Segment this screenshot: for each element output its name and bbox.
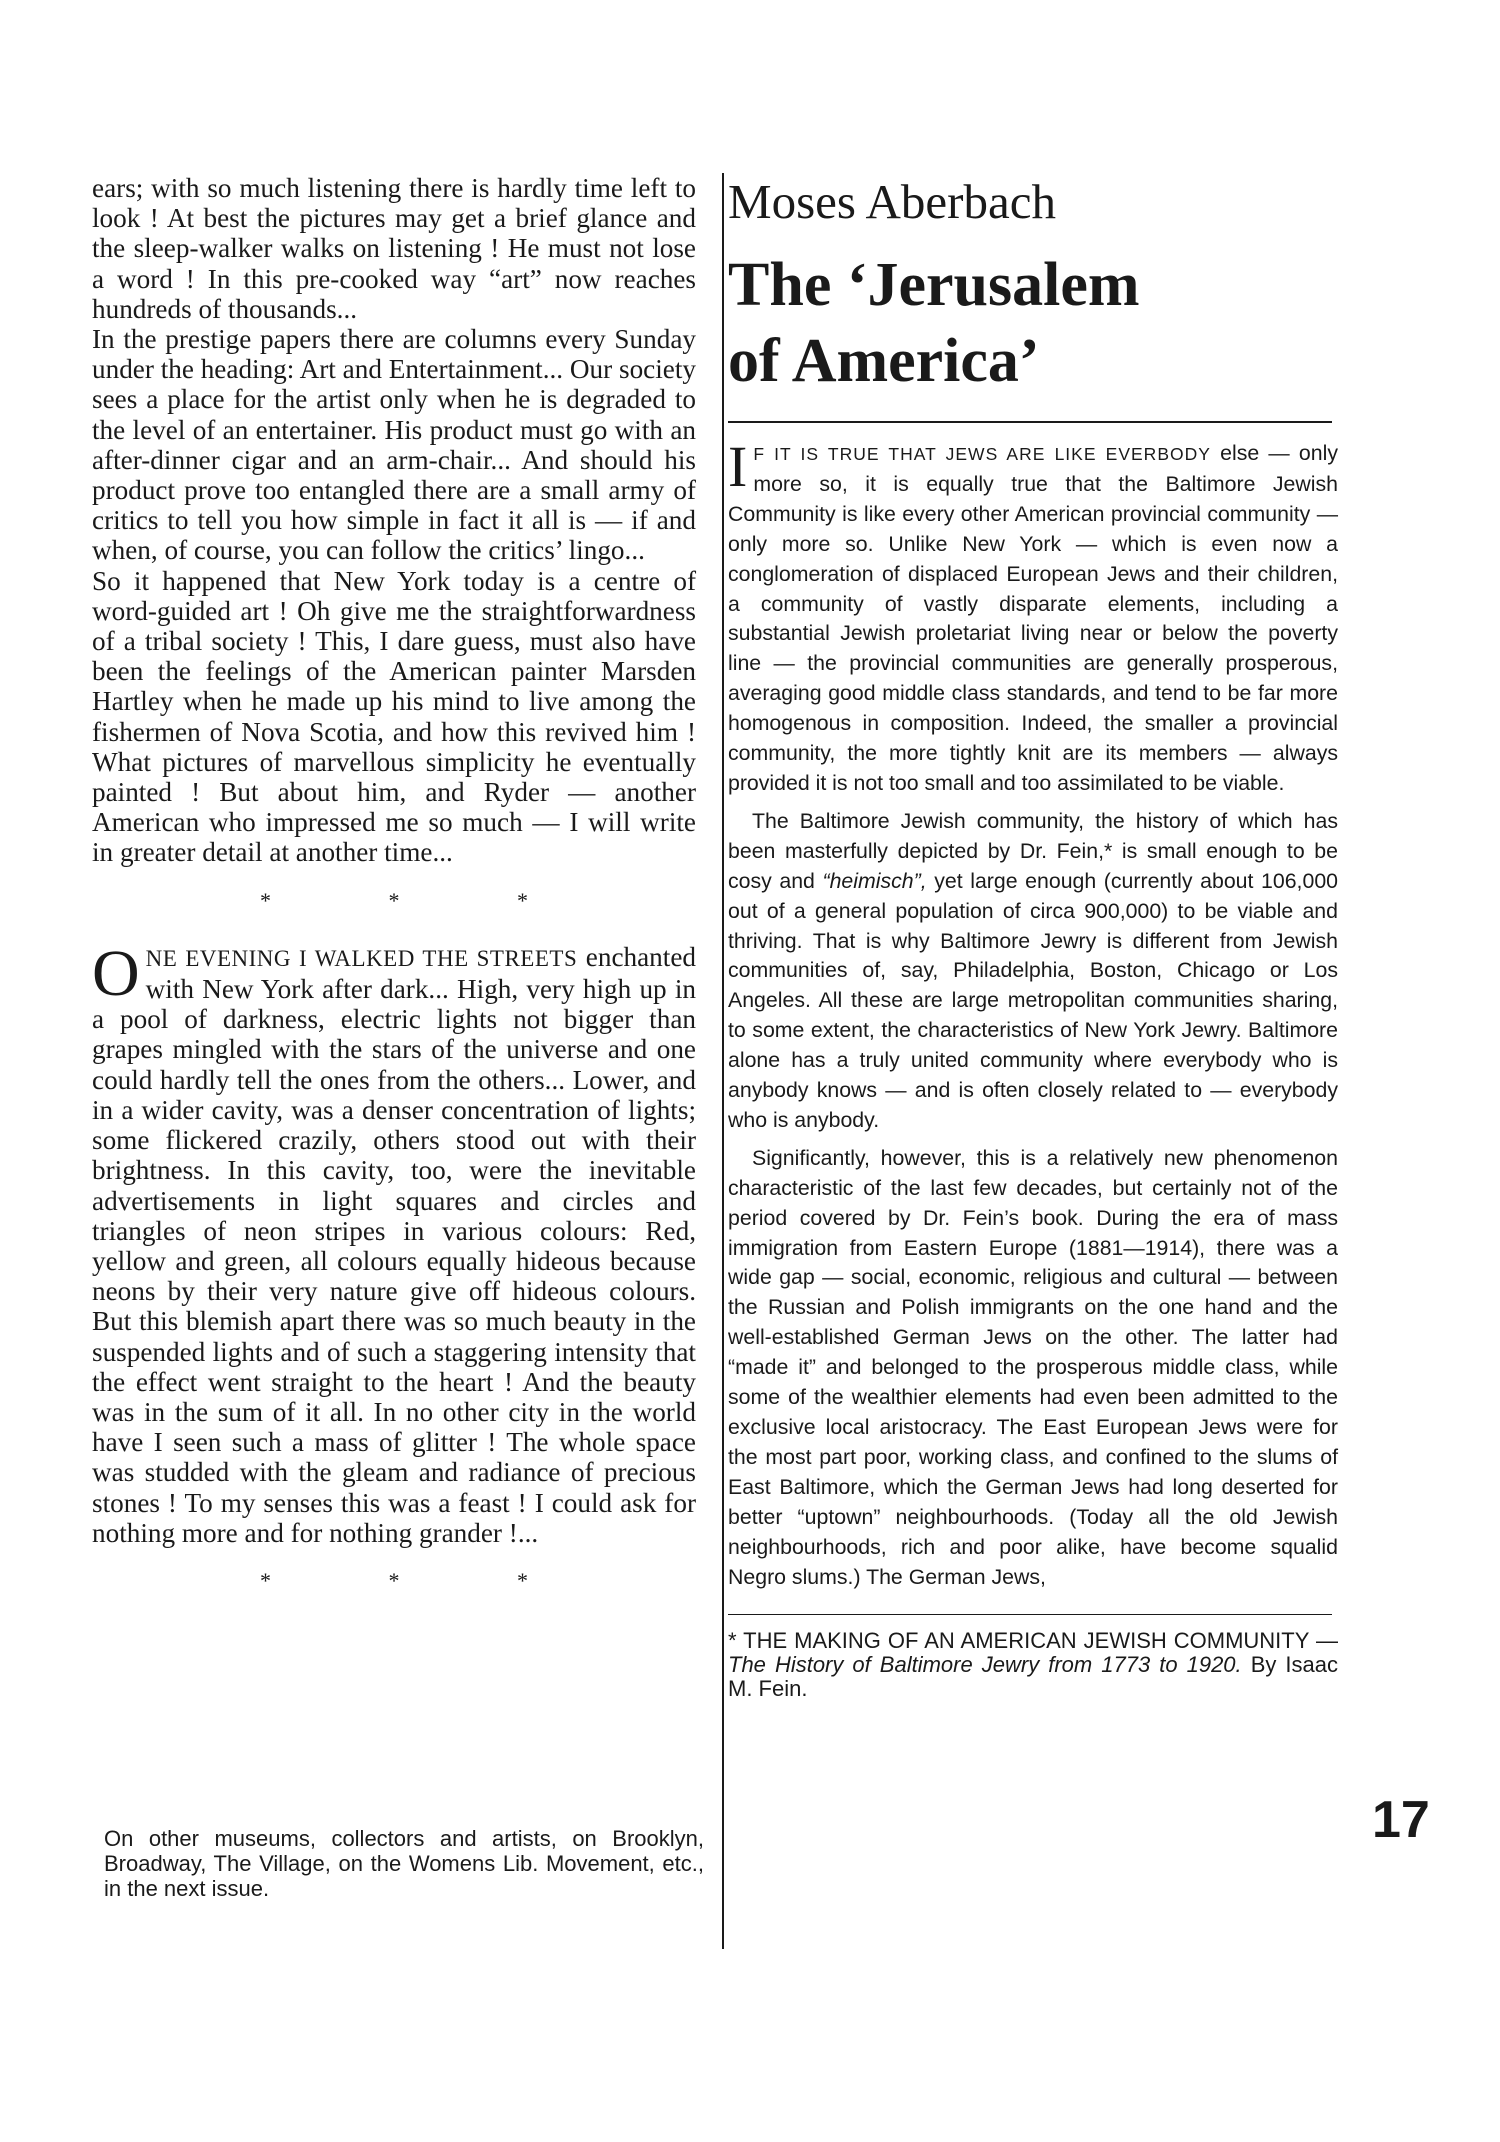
left-column [92, 173, 696, 1612]
article-paragraph-2 [728, 807, 1338, 1136]
title-rule [728, 421, 1332, 423]
left-paragraph-1: ears; with so much listening there is hardly time left to look ! At best the pictures may get a brief glance and the sleep-walker walks on listening ! He must not lose a word ! In this pre-cooked way “art” now reaches hundreds of thousands... [92, 173, 696, 324]
paragraph-1-text: else — only more so, it is equally true that the Baltimore Jewish Community is like every other American provincial community — only more so. Unlike New York — which is even now a conglomeration of displaced European Jews and their children, a community of vastly disparate elements, including a substantial Jewish proletariat living near or below the poverty line — the provincial communities are generally prosperous, averaging good middle class standards, and tend to be far more homogenous in composition. Indeed, the smaller a provincial community, the more tightly knit are its members — always provided it is not too small and too assimilated to be viable. [728, 441, 1338, 795]
drop-cap-o: O [92, 936, 140, 1010]
paragraph-2-part-a: The Baltimore Jewish community, the history of which has been masterfully depicted by Dr. Fein,* is small enough to be cosy and [728, 808, 1338, 893]
next-issue-note: On other museums, collectors and artists, on Brooklyn, Broadway, The Village, on the Womens Lib. Movement, etc., in the next issue. [104, 1826, 704, 1901]
article-paragraph-1 [728, 434, 1338, 799]
title-line-1: The ‘Jerusalem [728, 251, 1140, 319]
left-paragraph-3: So it happened that New York today is a centre of word-guided art ! Oh give me the straightforwardness of a tribal society ! This, I dare guess, must also have been the feelings of the American painter Marsden Hartley when he made up his mind to live among the fishermen of Nova Scotia, and how this revived him ! What pictures of marvellous simplicity he eventually painted ! But about him, and Ryder — another American who impressed me so much — I will write in greater detail at another time... [92, 565, 696, 868]
section-separator-2: * * * [260, 1567, 584, 1593]
footnote-part-a: * THE MAKING OF AN AMERICAN JEWISH COMMUNITY — [728, 1628, 1338, 1654]
footnote-part-b: By Isaac M. Fein. [728, 1652, 1338, 1702]
heimisch-term: “heimisch”, [822, 868, 927, 893]
column-divider [722, 173, 724, 1949]
right-column [728, 173, 1338, 1701]
paragraph-2-part-b: yet large enough (currently about 106,000 out of a general population of circa 900,000) to be viable and thriving. That is why Baltimore Jewry is different from Jewish communities of, say, Philadelphia, Boston, Chicago or Los Angeles. All these are large metropolitan communities sharing, to some extent, the characteristics of New York Jewry. Baltimore alone has a truly united community where everybody who is anybody knows — and is often closely related to — everybody who is anybody. [728, 868, 1339, 1132]
article-paragraph-3: Significantly, however, this is a relatively new phenomenon characteristic of the last few decades, but certainly not of the period covered by Dr. Fein’s book. During the era of mass immigration from Eastern Europe (1881—1914), there was a wide gap — social, economic, religious and cultural — between the Russian and Polish immigrants on the one hand and the well-established German Jews on the other. The latter had “made it” and belonged to the prosperous middle class, while some of the wealthier elements had even been admitted to the exclusive local aristocracy. The East European Jews were for the most part poor, working class, and confined to the slums of East Baltimore, which the German Jews had long deserted for better “uptown” neighbourhoods. (Today all the old Jewish neighbourhoods, rich and poor alike, have become squalid Negro slums.) The German Jews, [728, 1145, 1338, 1589]
footnote-rule [728, 1614, 1332, 1615]
section-2-body: enchanted with New York after dark... High, very high up in a pool of darkness, electric lights not bigger than grapes mingled with the stars of the universe and one could hardly tell the ones from the others... Lower, and in a wider cavity, was a denser concentration of lights; some flickered crazily, others stood out with their brightness. In this cavity, too, were the inevitable advertisements in light squares and circles and triangles of neon stripes in various colours: Red, yellow and green, all colours equally hideous because neons by their very nature give off hideous colours. But this blemish apart there was so much beauty in the suspended lights and of such a staggering intensity that the effect went straight to the heart ! And the beauty was in the sum of it all. In no other city in the world have I seen such a mass of glitter ! The whole space was studded with the gleam and radiance of precious stones ! To my senses this was a feast ! I could ask for nothing more and for nothing grander !... [92, 941, 696, 1548]
article-title [728, 247, 1338, 399]
section-separator-1: * * * [260, 887, 584, 913]
article-body [728, 434, 1339, 1592]
left-paragraph-2: In the prestige papers there are columns every Sunday under the heading: Art and Entertainment... Our society sees a place for the artist only when he is degraded to the level of an entertainer. His product must go with an after-dinner cigar and an arm-chair... And should his product prove too entangled there are a small army of critics to tell you how simple in fact it all is — if and when, of course, you can follow the critics’ lingo... [92, 324, 696, 566]
page-number: 17 [1372, 1791, 1430, 1849]
left-section-2 [92, 936, 696, 1548]
lead-small-caps: F IT IS TRUE THAT JEWS ARE LIKE EVERBODY [753, 444, 1211, 464]
title-line-2: of America’ [728, 327, 1040, 395]
section-2-lead-caps: NE EVENING I WALKED THE STREETS [145, 945, 578, 971]
article-author: Moses Aberbach [728, 174, 1056, 229]
footnote-book-subtitle: The History of Baltimore Jewry from 1773 to 1920. [728, 1652, 1242, 1678]
footnote [728, 1629, 1338, 1701]
drop-cap-i: I [728, 434, 748, 499]
